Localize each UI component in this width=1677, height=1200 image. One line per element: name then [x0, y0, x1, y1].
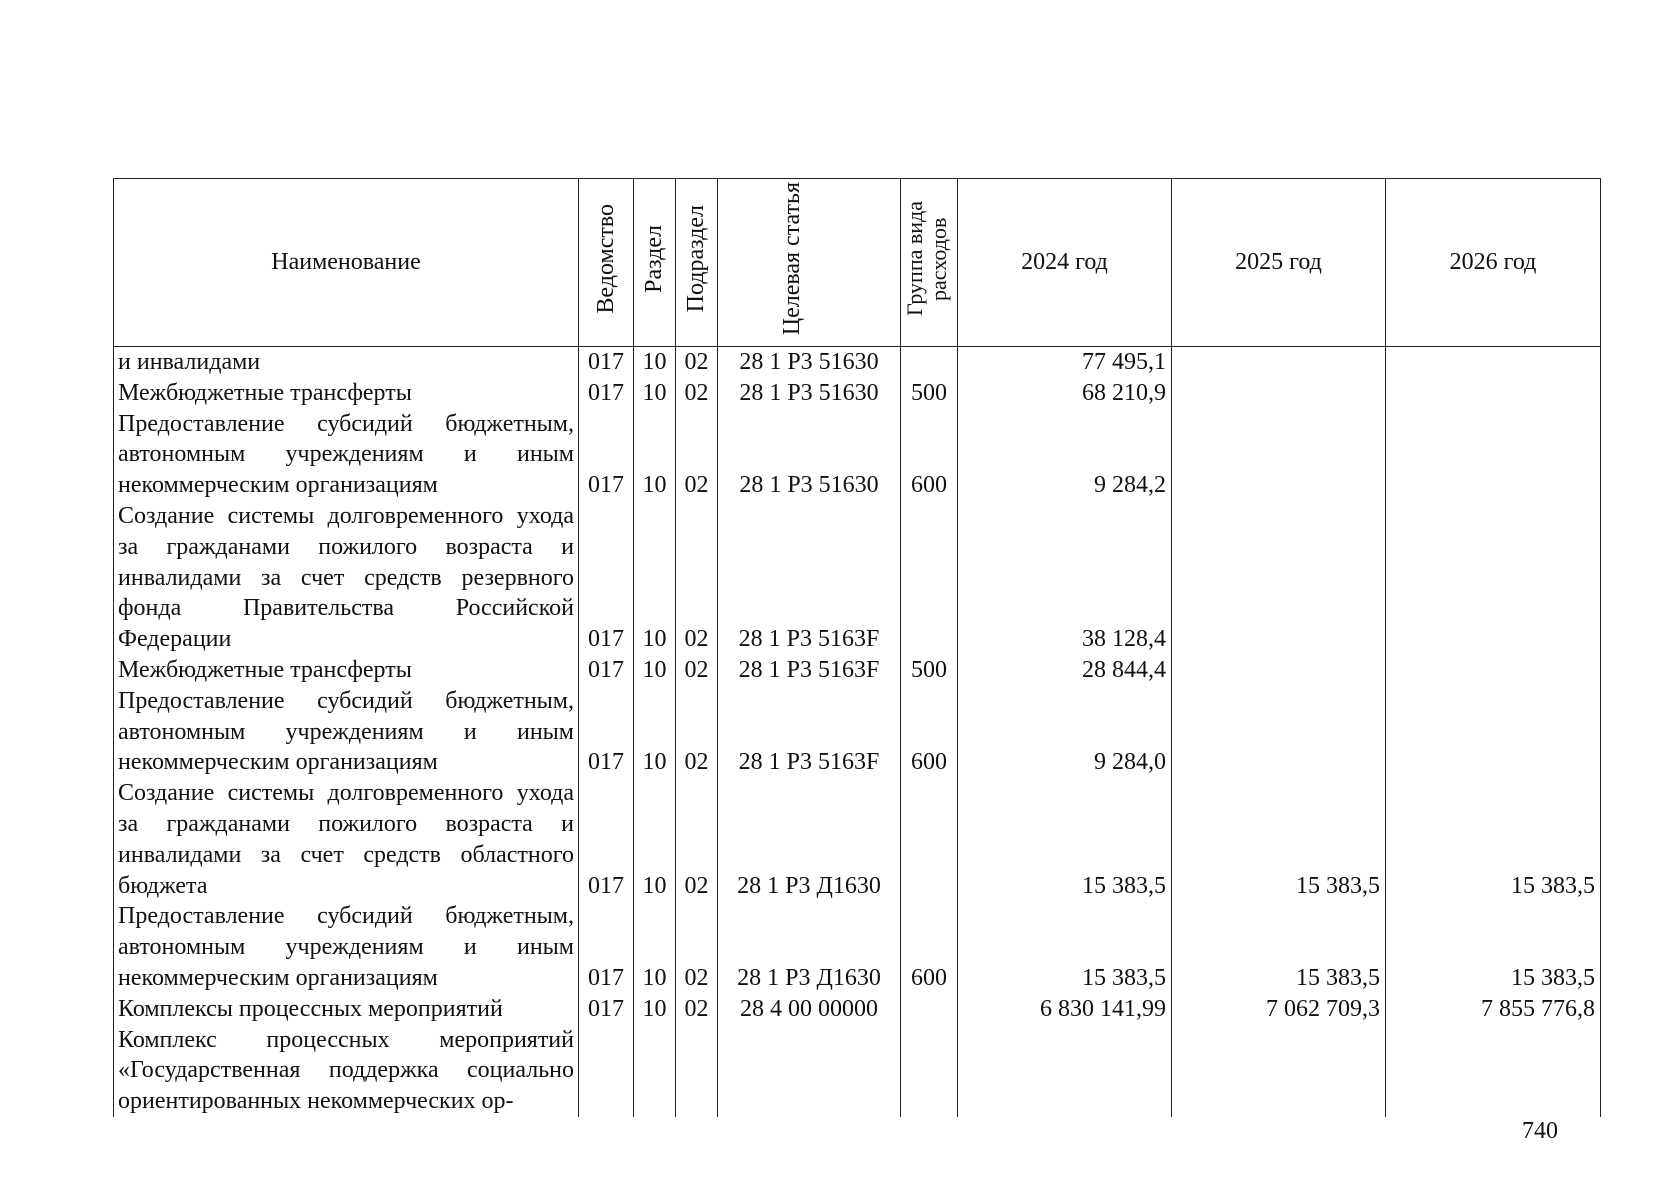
cell-podr: 02 — [676, 778, 718, 901]
cell-name: Предоставление субсидий бюджетным, автономным учреждениям и иным некоммерческим организациям — [114, 409, 579, 501]
table-row — [114, 501, 1601, 655]
cell-razd: 10 — [634, 409, 676, 501]
cell-name: Создание системы долговременного ухода за гражданами пожилого возраста и инвалидами за счет средств областного бюджета — [114, 778, 579, 901]
cell-ved: 017 — [579, 378, 634, 409]
budget-table — [113, 178, 1601, 1117]
cell-cs: 28 1 Р3 Д1630 — [718, 778, 901, 901]
cell-y2024: 77 495,1 — [958, 347, 1172, 378]
cell-y2026 — [1386, 1025, 1601, 1117]
cell-vr — [901, 778, 958, 901]
cell-razd: 10 — [634, 901, 676, 993]
table-row — [114, 901, 1601, 993]
cell-podr: 02 — [676, 686, 718, 778]
cell-cs — [718, 1025, 901, 1117]
table-row — [114, 686, 1601, 778]
cell-razd: 10 — [634, 501, 676, 655]
cell-razd: 10 — [634, 347, 676, 378]
table-row — [114, 409, 1601, 501]
cell-y2025: 15 383,5 — [1172, 778, 1386, 901]
cell-y2024: 68 210,9 — [958, 378, 1172, 409]
header-2026: 2026 год — [1386, 179, 1601, 347]
cell-cs: 28 1 Р3 51630 — [718, 409, 901, 501]
cell-vr: 600 — [901, 409, 958, 501]
header-name: Наименование — [114, 179, 579, 347]
table-header-row — [114, 179, 1601, 347]
cell-y2024: 38 128,4 — [958, 501, 1172, 655]
cell-ved: 017 — [579, 901, 634, 993]
cell-ved: 017 — [579, 686, 634, 778]
cell-ved: 017 — [579, 655, 634, 686]
cell-y2025 — [1172, 409, 1386, 501]
cell-razd: 10 — [634, 994, 676, 1025]
cell-ved: 017 — [579, 501, 634, 655]
cell-ved: 017 — [579, 347, 634, 378]
cell-cs: 28 1 Р3 51630 — [718, 378, 901, 409]
cell-vr: 500 — [901, 378, 958, 409]
cell-y2026 — [1386, 409, 1601, 501]
cell-cs: 28 1 Р3 51630 — [718, 347, 901, 378]
cell-y2024: 28 844,4 — [958, 655, 1172, 686]
cell-podr: 02 — [676, 501, 718, 655]
cell-y2026 — [1386, 686, 1601, 778]
cell-y2026: 7 855 776,8 — [1386, 994, 1601, 1025]
cell-ved: 017 — [579, 778, 634, 901]
cell-razd: 10 — [634, 686, 676, 778]
cell-podr: 02 — [676, 347, 718, 378]
table-row — [114, 1025, 1601, 1117]
cell-vr: 500 — [901, 655, 958, 686]
header-vedomstvo: Ведомство — [579, 179, 634, 347]
cell-name: и инвалидами — [114, 347, 579, 378]
cell-name: Предоставление субсидий бюджетным, автономным учреждениям и иным некоммерческим организациям — [114, 901, 579, 993]
cell-y2026: 15 383,5 — [1386, 901, 1601, 993]
cell-vr — [901, 1025, 958, 1117]
cell-y2025 — [1172, 347, 1386, 378]
cell-name: Комплекс процессных мероприятий «Государственная поддержка социально ориентированных некоммерческих ор- — [114, 1025, 579, 1117]
header-2025: 2025 год — [1172, 179, 1386, 347]
page-number: 740 — [1522, 1118, 1558, 1144]
cell-y2024: 15 383,5 — [958, 901, 1172, 993]
cell-vr: 600 — [901, 686, 958, 778]
table-row — [114, 655, 1601, 686]
cell-razd — [634, 1025, 676, 1117]
cell-y2026 — [1386, 501, 1601, 655]
cell-y2025 — [1172, 378, 1386, 409]
header-razdel: Раздел — [634, 179, 676, 347]
table-row — [114, 994, 1601, 1025]
table-row — [114, 347, 1601, 378]
cell-ved: 017 — [579, 409, 634, 501]
cell-name: Межбюджетные трансферты — [114, 655, 579, 686]
header-celevaya-statya: Целевая статья — [718, 179, 901, 347]
cell-podr: 02 — [676, 655, 718, 686]
cell-podr: 02 — [676, 409, 718, 501]
cell-podr: 02 — [676, 901, 718, 993]
cell-y2024: 9 284,2 — [958, 409, 1172, 501]
header-gruppa-vida-rashodov: Группа вида расходов — [901, 179, 958, 347]
cell-name: Межбюджетные трансферты — [114, 378, 579, 409]
cell-ved: 017 — [579, 994, 634, 1025]
cell-cs: 28 4 00 00000 — [718, 994, 901, 1025]
cell-cs: 28 1 Р3 5163F — [718, 501, 901, 655]
cell-vr — [901, 347, 958, 378]
table-row — [114, 778, 1601, 901]
cell-y2026 — [1386, 378, 1601, 409]
cell-y2024: 15 383,5 — [958, 778, 1172, 901]
cell-podr: 02 — [676, 378, 718, 409]
cell-podr: 02 — [676, 994, 718, 1025]
table-row — [114, 378, 1601, 409]
cell-y2025 — [1172, 501, 1386, 655]
cell-y2025: 15 383,5 — [1172, 901, 1386, 993]
header-podrazdel: Подраздел — [676, 179, 718, 347]
cell-name: Создание системы долговременного ухода за гражданами пожилого возраста и инвалидами за счет средств резервного фонда Правительства Российской Федерации — [114, 501, 579, 655]
cell-vr — [901, 501, 958, 655]
cell-y2025 — [1172, 1025, 1386, 1117]
cell-y2024: 6 830 141,99 — [958, 994, 1172, 1025]
cell-y2026: 15 383,5 — [1386, 778, 1601, 901]
header-2024: 2024 год — [958, 179, 1172, 347]
cell-y2025 — [1172, 655, 1386, 686]
cell-name: Комплексы процессных мероприятий — [114, 994, 579, 1025]
cell-cs: 28 1 Р3 5163F — [718, 686, 901, 778]
cell-y2026 — [1386, 347, 1601, 378]
cell-ved — [579, 1025, 634, 1117]
cell-y2024: 9 284,0 — [958, 686, 1172, 778]
cell-y2025 — [1172, 686, 1386, 778]
cell-cs: 28 1 Р3 5163F — [718, 655, 901, 686]
cell-y2024 — [958, 1025, 1172, 1117]
cell-razd: 10 — [634, 378, 676, 409]
cell-y2026 — [1386, 655, 1601, 686]
cell-razd: 10 — [634, 655, 676, 686]
cell-name: Предоставление субсидий бюджетным, автономным учреждениям и иным некоммерческим организациям — [114, 686, 579, 778]
cell-y2025: 7 062 709,3 — [1172, 994, 1386, 1025]
budget-table-page — [113, 178, 1600, 1117]
cell-razd: 10 — [634, 778, 676, 901]
cell-podr — [676, 1025, 718, 1117]
cell-vr: 600 — [901, 901, 958, 993]
cell-vr — [901, 994, 958, 1025]
cell-cs: 28 1 Р3 Д1630 — [718, 901, 901, 993]
